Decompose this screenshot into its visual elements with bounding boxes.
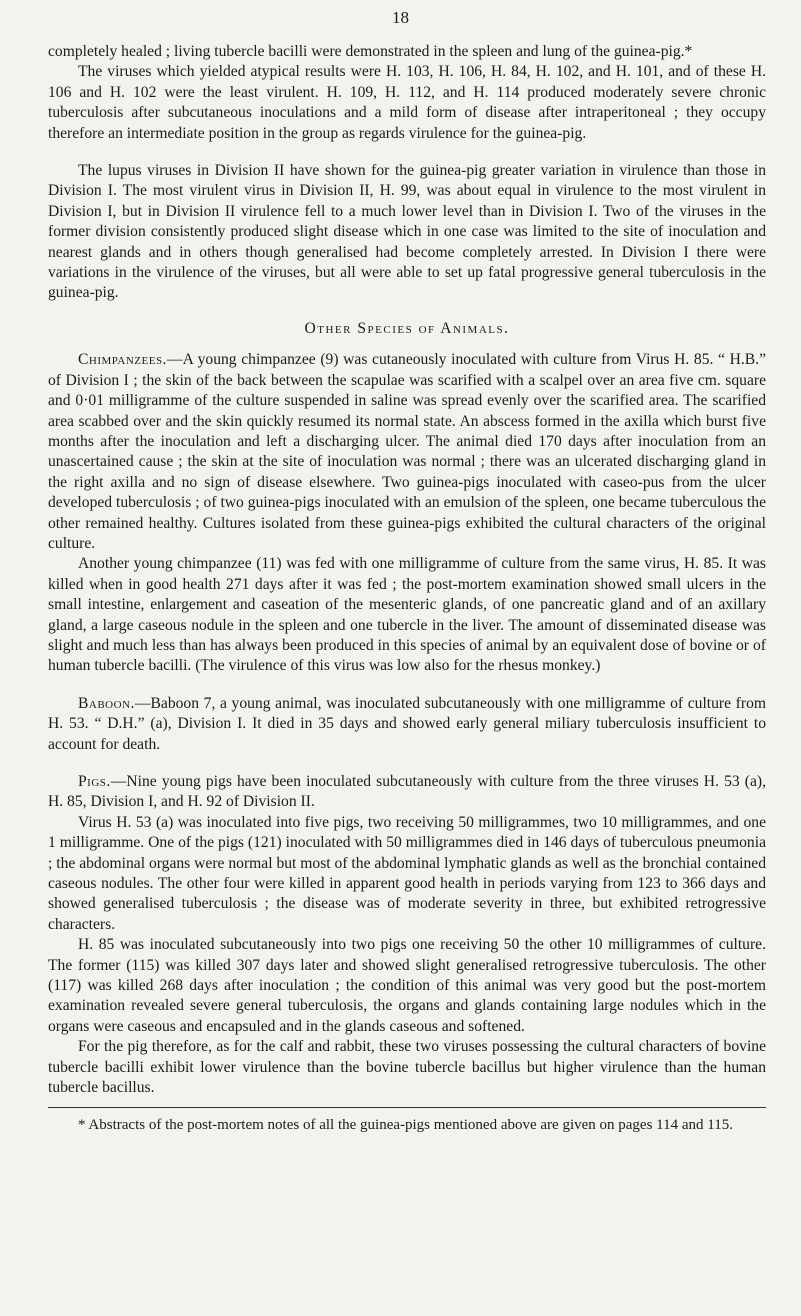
run-in-heading-pigs: Pigs. — [78, 773, 111, 790]
paragraph-pigs-4: For the pig therefore, as for the calf and rabbit, these two viruses possessing the cultural characters of bovine tubercle bacilli exhibit lower virulence than the bovine tubercle bacillus but higher virulence than the human tubercle bacillus. — [48, 1038, 766, 1097]
footnote: * Abstracts of the post-mortem notes of all the guinea-pigs mentioned above are given on pages 114 and 115. — [78, 1116, 733, 1133]
paragraph-pigs-1 — [48, 772, 766, 813]
baboon-text: —Baboon 7, a young animal, was inoculated subcutaneously with one milligramme of culture from H. 53. “ D.H.” (a), Division I. It died in 35 days and showed early general miliary tuberculosis insufficient to account for death. — [48, 694, 766, 753]
paragraph-intro-continuation: completely healed ; living tubercle bacilli were demonstrated in the spleen and lung of the guinea-pig.* — [48, 43, 693, 60]
run-in-heading-baboon: Baboon. — [78, 694, 135, 712]
pigs-text-1: —Nine young pigs have been inoculated subcutaneously with culture from the three viruses H. 53 (a), H. 85, Division I, and H. 92 of Division II. — [48, 773, 766, 811]
footnote-divider — [48, 1107, 766, 1108]
chimpanzee-text-1: —A young chimpanzee (9) was cutaneously inoculated with culture from Virus H. 85. “ H.B.” of Division I ; the skin of the back between the scapulae was scarified with a scalpel over an area five cm. square and 0·01 milligramme of the culture suspended in saline was spread evenly over the scarified area. The scarified area scabbed over and the skin quickly resumed its normal state. An abscess formed in the axilla which burst five months after the inoculation and left a discharging ulcer. The animal died 170 days after inoculation from an unascertained cause ; the skin at the site of inoculation was normal ; there was an ulcerated discharging gland in the right axilla and no sign of disease elsewhere. Two guinea-pigs inoculated with caseo-pus from the ulcer developed tuberculosis ; of two guinea-pigs inoculated with an emulsion of the spleen, one became tuberculous the other remained healthy. Cultures isolated from these guinea-pigs exhibited the cultural characters of the original culture. — [48, 351, 766, 552]
paragraph-pigs-2: Virus H. 53 (a) was inoculated into five pigs, two receiving 50 milligrammes, two 10 milligrammes, and one 1 milligramme. One of the pigs (121) inoculated with 50 milligrammes died in 146 days of tuberculous pneumonia ; the abdominal organs were normal but most of the abdominal lymphatic glands as well as the bronchial contained caseous nodules. The other four were killed in apparent good health in periods varying from 123 to 366 days and showed generalised tuberculosis ; the disease was of moderate severity in three, but exhibited retrogressive characters. — [48, 813, 766, 933]
paragraph-pigs-3: H. 85 was inoculated subcutaneously into two pigs one receiving 50 the other 10 milligrammes of culture. The former (115) was killed 307 days later and showed slight generalised retrogressive tuberculosis. The other (117) was killed 268 days after inoculation ; the condition of this animal was very good but the post-mortem examination revealed severe general tuberculosis, the organs and glands containing large nodules which in the organs were caseous and encapsuled and in the glands caseous and softened. — [48, 936, 766, 1035]
paragraph-atypical-viruses: The viruses which yielded atypical results were H. 103, H. 106, H. 84, H. 102, and H. 101, and of these H. 106 and H. 102 were the least virulent. H. 109, H. 112, and H. 114 produced moderately severe chronic tuberculosis after subcutaneous inoculations and a mild form of disease after intraperitoneal ; they occupy therefore an intermediate position in the group as regards virulence for the guinea-pig. — [48, 63, 766, 142]
run-in-heading-chimpanzees: Chimpanzees. — [78, 351, 167, 369]
page-number: 18 — [392, 8, 409, 27]
paragraph-baboon — [48, 694, 766, 755]
paragraph-chimpanzee-1 — [48, 350, 766, 554]
paragraph-lupus-viruses: The lupus viruses in Division II have shown for the guinea-pig greater variation in virulence than those in Division I. The most virulent virus in Division II, H. 99, was about equal in virulence to the most virulent in Division I, but in Division II virulence fell to a much lower level than in Division I. Two of the viruses in the former division consistently produced slight disease which in one case was limited to the site of inoculation and nearest glands and in others though generalised had become completely arrested. In Division I there were variations in the virulence of the viruses, but all were able to set up fatal progressive general tuberculosis in the guinea-pig. — [48, 162, 766, 302]
section-heading: Other Species of Animals. — [304, 319, 510, 337]
paragraph-chimpanzee-2: Another young chimpanzee (11) was fed with one milligramme of culture from the same virus, H. 85. It was killed when in good health 271 days after it was fed ; the post-mortem examination showed small ulcers in the small intestine, enlargement and caseation of the mesenteric glands, of one pancreatic gland and of an axillary gland, a large caseous nodule in the spleen and one tubercle in the liver. The amount of disseminated disease was slight and much less than has always been produced in this species of animal by an equivalent dose of bovine or of human tubercle bacilli. (The virulence of this virus was low also for the rhesus monkey.) — [48, 555, 766, 675]
body-text — [48, 42, 766, 1135]
